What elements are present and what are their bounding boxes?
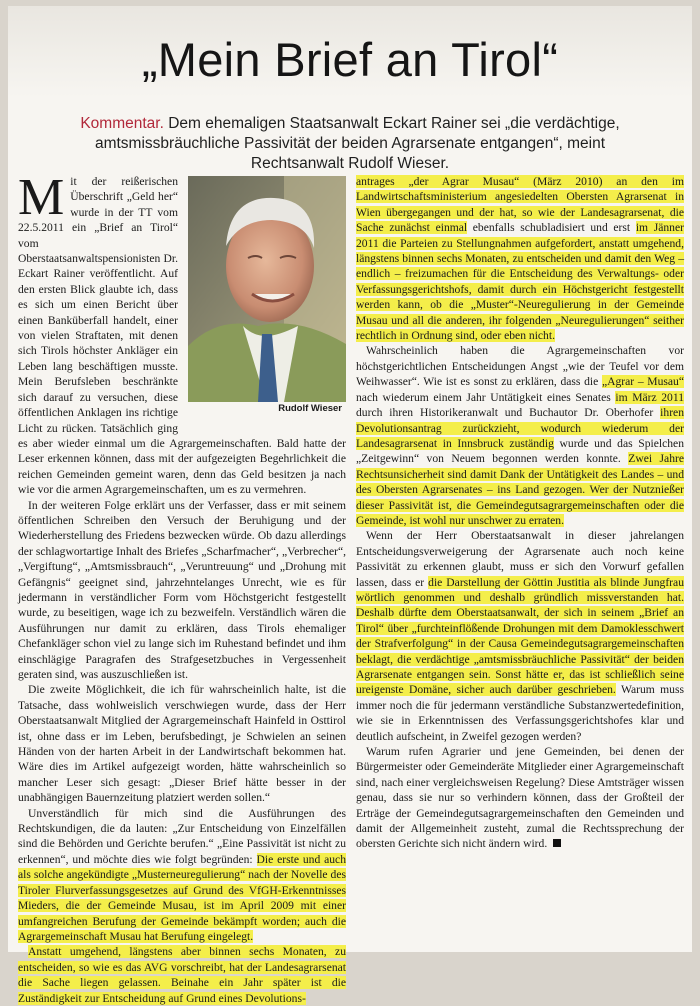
highlighted-text: im Jänner 2011 die Parteien zu Stellungnahmen aufgefordert, anstatt umgehend, längstens binnen sechs Monaten, zu entscheiden und damit den Weg – endlich – freizumachen für die Entscheidung des Verwaltungs- oder Verfassungsgerichtshofs, damit durch ein Höchstgericht festgestellt werden kann, ob die „Muster“-Neuregulierung in der Gemeinde Musau und all die anderen, ihr folgenden „Neuregulierungen“ seither rechtlich in Ordnung sind, oder eben nicht. <box>356 221 684 343</box>
magazine-page <box>8 6 692 1005</box>
portrait-image <box>188 176 346 402</box>
highlighted-text: Die erste und auch als solche angekündigte „Musterneuregulierung“ nach der Novelle des Tiroler Flurverfassungsgesetzes auf Grund des VfGH-Erkenntnisses Mieders, die der Gemeinde Musau, ist im April 2009 mit einer umfangreichen Berufung der Gemeinde bekämpft worden; auch die Agrargemeinschaft Musau hat Berufung eingelegt. <box>18 852 346 943</box>
headline: „Mein Brief an Tirol“ <box>141 33 559 86</box>
highlighted-text: „Agrar – Musau“ <box>601 375 685 389</box>
highlighted-text: Zwei Jahre Rechtsunsicherheit sind damit Dank der Untätigkeit des Landes – und des Obersten Agrarsenates – ins Land gezogen. Wer der Nutznießer dieser Passivität ist, die Gemeindegutsagrargemeinschaften oder die Gemeinde, ist wohl nur unschwer zu erraten. <box>356 452 684 527</box>
deck <box>48 114 652 174</box>
highlighted-text: im März 2011 <box>615 390 684 404</box>
drop-cap: M <box>18 169 65 226</box>
highlighted-text: Anstatt umgehend, längstens aber binnen sechs Monaten, zu entscheiden, so wie es das AVG vorschreibt, hat der Landesagrarsenat die Sache liegen gelassen. Beinahe ein Jahr später ist die Zuständigkeit zur Entscheidung auf Grund eines Devolutions- <box>18 945 346 1005</box>
paragraph: Wahrscheinlich haben die Agrargemeinschaften vor höchstgerichtlichen Entscheidungen Angst „wie der Teufel vor dem Weihwasser“. Wie ist es sonst zu erklären, dass die „Agrar – Musau“ nach wiederum einem Jahr Untätigkeit eines Senates im März 2011 durch ihren Historikeranwalt und Buchautor Dr. Oberhofer ihren Devolutionsantrag zurückzieht, wodurch wiederum der Landesagrarsenat in Innsbruck zuständig wurde und das Spielchen „Zeitgewinn“ von Neuem begonnen werden konnte. Zwei Jahre Rechtsunsicherheit sind damit Dank der Untätigkeit des Landes – und des Obersten Agrarsenates – ins Land gezogen. Wer der Nutznießer dieser Passivität ist, die Gemeindegutsagrargemeinschaften oder die Gemeinde, ist wohl nur unschwer zu erraten. <box>356 344 685 527</box>
highlighted-text: ihren Devolutionsantrag zurückzieht, wodurch wiederum der Landesagrarsenat in Innsbruck zuständig <box>356 406 684 450</box>
paragraph: antrages „der Agrar Musau“ (März 2010) an den im Landwirtschaftsministerium angesiedelten Obersten Agrarsenat in Wien übergegangen und der hat, so wie der Landesagrarsenat, die Sache zunächst einmal ebenfalls schubladisiert und erst im Jänner 2011 die Parteien zu Stellungnahmen aufgefordert, anstatt umgehend, längstens binnen sechs Monaten, zu entscheiden und damit den Weg – endlich – freizumachen für die Entscheidung des Verwaltungs- oder Verfassungsgerichtshofs, damit durch ein Höchstgericht festgestellt werden kann, ob die „Muster“-Neuregulierung in der Gemeinde Musau und all die anderen, ihr folgenden „Neuregulierungen“ seither rechtlich in Ordnung sind, oder eben nicht. <box>356 175 684 343</box>
paragraph: Warum rufen Agrarier und jene Gemeinden, bei denen der Bürgermeister oder Gemeinderäte Mitglieder einer Agrargemeinschaft sind, nach einer vergleichsweisen Regelung? Diese Amtsträger wissen genau, dass sie nur so verhindern können, dass der Großteil der Erträge der Gemeindegutsagrargemeinschaften den Gemeinden und damit der Allgemeinheit zusteht, zumal die Rechtssprechung der obersten Gerichte sich nicht ändern wird. <box>356 745 684 851</box>
paragraph <box>18 944 346 1006</box>
deck-text: Dem ehemaligen Staatsanwalt Eckart Rainer sei „die verdächtige, amtsmissbräuchliche Passivität der beiden Agrarsenate entgangen“, meint Rechtsanwalt Rudolf Wieser. <box>94 115 620 172</box>
highlighted-text: antrages „der Agrar Musau“ (März 2010) an den im Landwirtschaftsministerium angesiedelten Obersten Agrarsenat in Wien übergegangen und der hat, so wie der Landesagrarsenat, die Sache zunächst einmal <box>356 175 684 235</box>
paragraph: Unverständlich für mich sind die Ausführungen des Rechtskundigen, die da lauten: „Zur Entscheidung von Einzelfällen sind die Behörden und Gerichte berufen.“ „Eine Passivität ist nicht zu erkennen“, und möchte dies wie folgt begründen: Die erste und auch als solche angekündigte „Musterneuregulierung“ nach der Novelle des Tiroler Flurverfassungsgesetzes auf Grund des VfGH-Erkenntnisses Mieders, die der Gemeinde Musau, ist im April 2009 mit einer umfangreichen Berufung der Gemeinde bekämpft worden; auch die Agrargemeinschaft Musau hat Berufung eingelegt. <box>18 806 346 943</box>
paragraph: Die zweite Möglichkeit, die ich für wahrscheinlich halte, ist die Tatsache, dass wohlweislich verschwiegen wurde, dass der Herr Oberstaatsanwalt Mitglied der Agrargemeinschaft Hainfeld in Osttirol ist, ohne dass er im Leben, berufsbedingt, je Schwielen an seinen Händen von der harten Arbeit in der Landwirtschaft bekommen hat. Wäre dies im Artikel aufgezeigt worden, hätte wahrscheinlich so mancher Leser sich gesagt: „Dieser Brief hätte besser in der unabhängigen Bauernzeitung platziert werden sollen.“ <box>18 683 346 805</box>
paragraph: Mit der reißerischen Überschrift „Geld her“ wurde in der TT vom 22.5.2011 ein „Brief an Tirol“ vom Oberstaatsanwaltspensionisten Dr. Eckart Rainer veröffentlicht. Auf den ersten Blick glaubte ich, dass es sich um einen Bericht über einen Banküberfall handelt, einer von vielen Straftaten, mit denen sich Tirols höchster Ankläger ein Leben lang beschäftigen musste. Mein Berufsleben beschränkte sich darauf zu versuchen, diese öffentlichen Anklagen ins richtige Licht zu rücken. Tatsächlich ging es aber wieder einmal um die Agrargemeinschaften. Bald hatte der Leser erkennen können, dass mit der aufgezeigten Begehrlichkeit die reichen Gemeinden gemeint waren, denn das Geld besitzen ja nach wie vor die armen Agrargemeinschaften, um es zu vermehren. <box>18 169 346 497</box>
photo-caption: Rudolf Wieser <box>278 403 342 414</box>
deck-kicker: Kommentar. <box>80 115 164 132</box>
highlighted-text: die Darstellung der Göttin Justitia als blinde Jungfrau wörtlich genommen und deshalb gründlich missverstanden hat. Deshalb dürfte dem Oberstaatsanwalt, der sich in seinem „Brief an Tirol“ über „furchteinflößende Drohungen mit dem Damoklesschwert der Strafverfolgung“ in der Causa Gemeindegutsagrargemeinschaften beklagt, die verdächtige „amtsmissbräuchliche Passivität“ der beiden Agrarsenate entgangen sein. Sonst hätte er, das ist schließlich seine ureigenste Domäne, sicher auch darüber geschrieben. <box>356 575 684 697</box>
end-mark-icon <box>553 839 561 847</box>
right-column <box>356 174 684 852</box>
left-column <box>18 169 346 1006</box>
paragraph: In der weiteren Folge erklärt uns der Verfasser, dass er mit seinem öffentlichen Schreiben den Versuch der Beruhigung und der Wiederherstellung des Friedens bezwecken würde. Ob dazu allerdings der schlagwortartige Inhalt des Briefes „Scharfmacher“, „Verbrecher“, „Vergiftung“, „Amtsmissbrauch“, „Veruntreuung“ und „Drohung mit Gefängnis“ geeignet sind, jahrzehntelanges Unrecht, wie es für jedermann in verständlicher Form vom Höchstgericht festgestellt wurde, zu beseitigen, wage ich zu bezweifeln. Verständlich wären die Ausführungen nur damit zu erklären, dass Tirols ehemaliger Chefankläger schon viel zu lange sich im Ruhestand befindet und ihm einschlägige Paragrafen des Strafgesetzbuches in Vergessenheit geraten sind, was auszuschließen ist. <box>18 498 346 681</box>
author-photo <box>188 176 346 416</box>
paragraph: Wenn der Herr Oberstaatsanwalt in dieser jahrelangen Entscheidungsverweigerung der Agrarsenate auch noch keine Passivität zu erkennen glaubt, muss er sich den Vorwurf gefallen lassen, dass er die Darstellung der Göttin Justitia als blinde Jungfrau wörtlich genommen und deshalb gründlich missverstanden hat. Deshalb dürfte dem Oberstaatsanwalt, der sich in seinem „Brief an Tirol“ über „furchteinflößende Drohungen mit dem Damoklesschwert der Strafverfolgung“ in der Causa Gemeindegutsagrargemeinschaften beklagt, die verdächtige „amtsmissbräuchliche Passivität“ der beiden Agrarsenate entgangen sein. Sonst hätte er, das ist schließlich seine ureigenste Domäne, sicher auch darüber geschrieben. Warum muss immer noch die für jedermann verständliche Substanzwertedefinition, wie sie in Erkenntnissen des Verfassungsgerichtshofes klar und deutlich aufscheint, in Zweifel gezogen werden? <box>356 529 685 743</box>
